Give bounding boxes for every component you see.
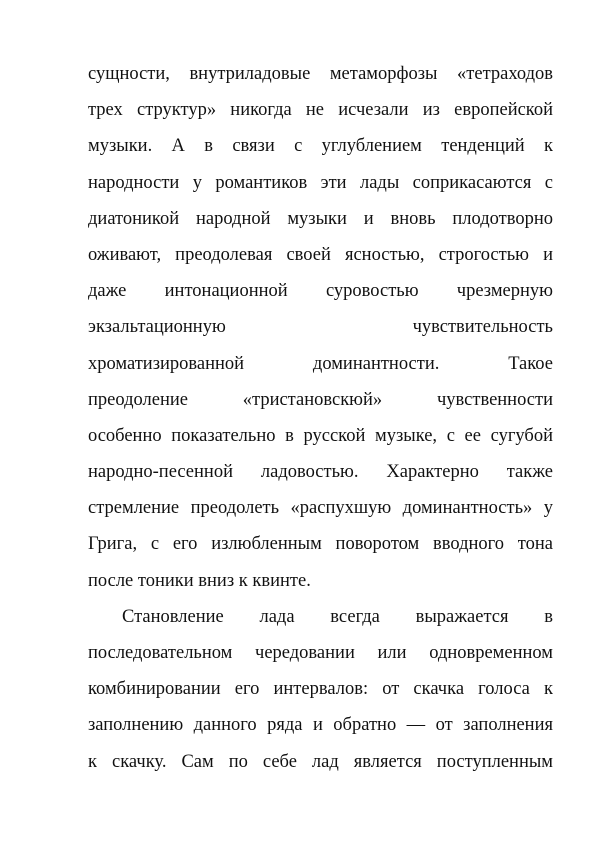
text-line: народно-песенной ладовостью. Характерно также (88, 462, 553, 483)
text-line: оживают, преодолевая своей ясностью, строгостью и (88, 244, 553, 265)
paragraph-last-line: после тоники вниз к квинте. (88, 570, 311, 591)
text-line: преодоление «тристановскюй» чувственности (88, 389, 553, 410)
text-line: хроматизированной доминантности. Такое (88, 353, 553, 374)
text-line: стремление преодолеть «распухшую доминантность» у (88, 498, 553, 519)
text-line: диатоникой народной музыки и вновь плодотворно (88, 208, 553, 229)
text-line: заполнению данного ряда и обратно — от заполнения (88, 715, 553, 736)
text-line: народности у романтиков эти лады соприкасаются с (88, 172, 553, 193)
text-line: музыки. А в связи с углублением тенденций к (88, 136, 553, 157)
text-line: даже интонационной суровостью чрезмерную (88, 281, 553, 302)
text-line: экзальтационную чувствительность (88, 317, 553, 338)
text-line: трех структур» никогда не исчезали из европейской (88, 100, 553, 121)
text-line: последовательном чередовании или одновременном (88, 643, 553, 663)
text-line: комбинировании его интервалов: от скачка голоса к (88, 679, 553, 700)
body-text (88, 56, 553, 780)
text-line: к скачку. Сам по себе лад является поступленным (88, 751, 553, 772)
text-line: Грига, с его излюбленным поворотом вводного тона (88, 534, 553, 555)
text-line: особенно показательно в русской музыке, с ее сугубой (88, 425, 553, 446)
paragraph-first-line: Становление лада всегда выражается в (122, 606, 553, 627)
text-line: сущности, внутриладовые метаморфозы «тетраходов (88, 64, 553, 84)
